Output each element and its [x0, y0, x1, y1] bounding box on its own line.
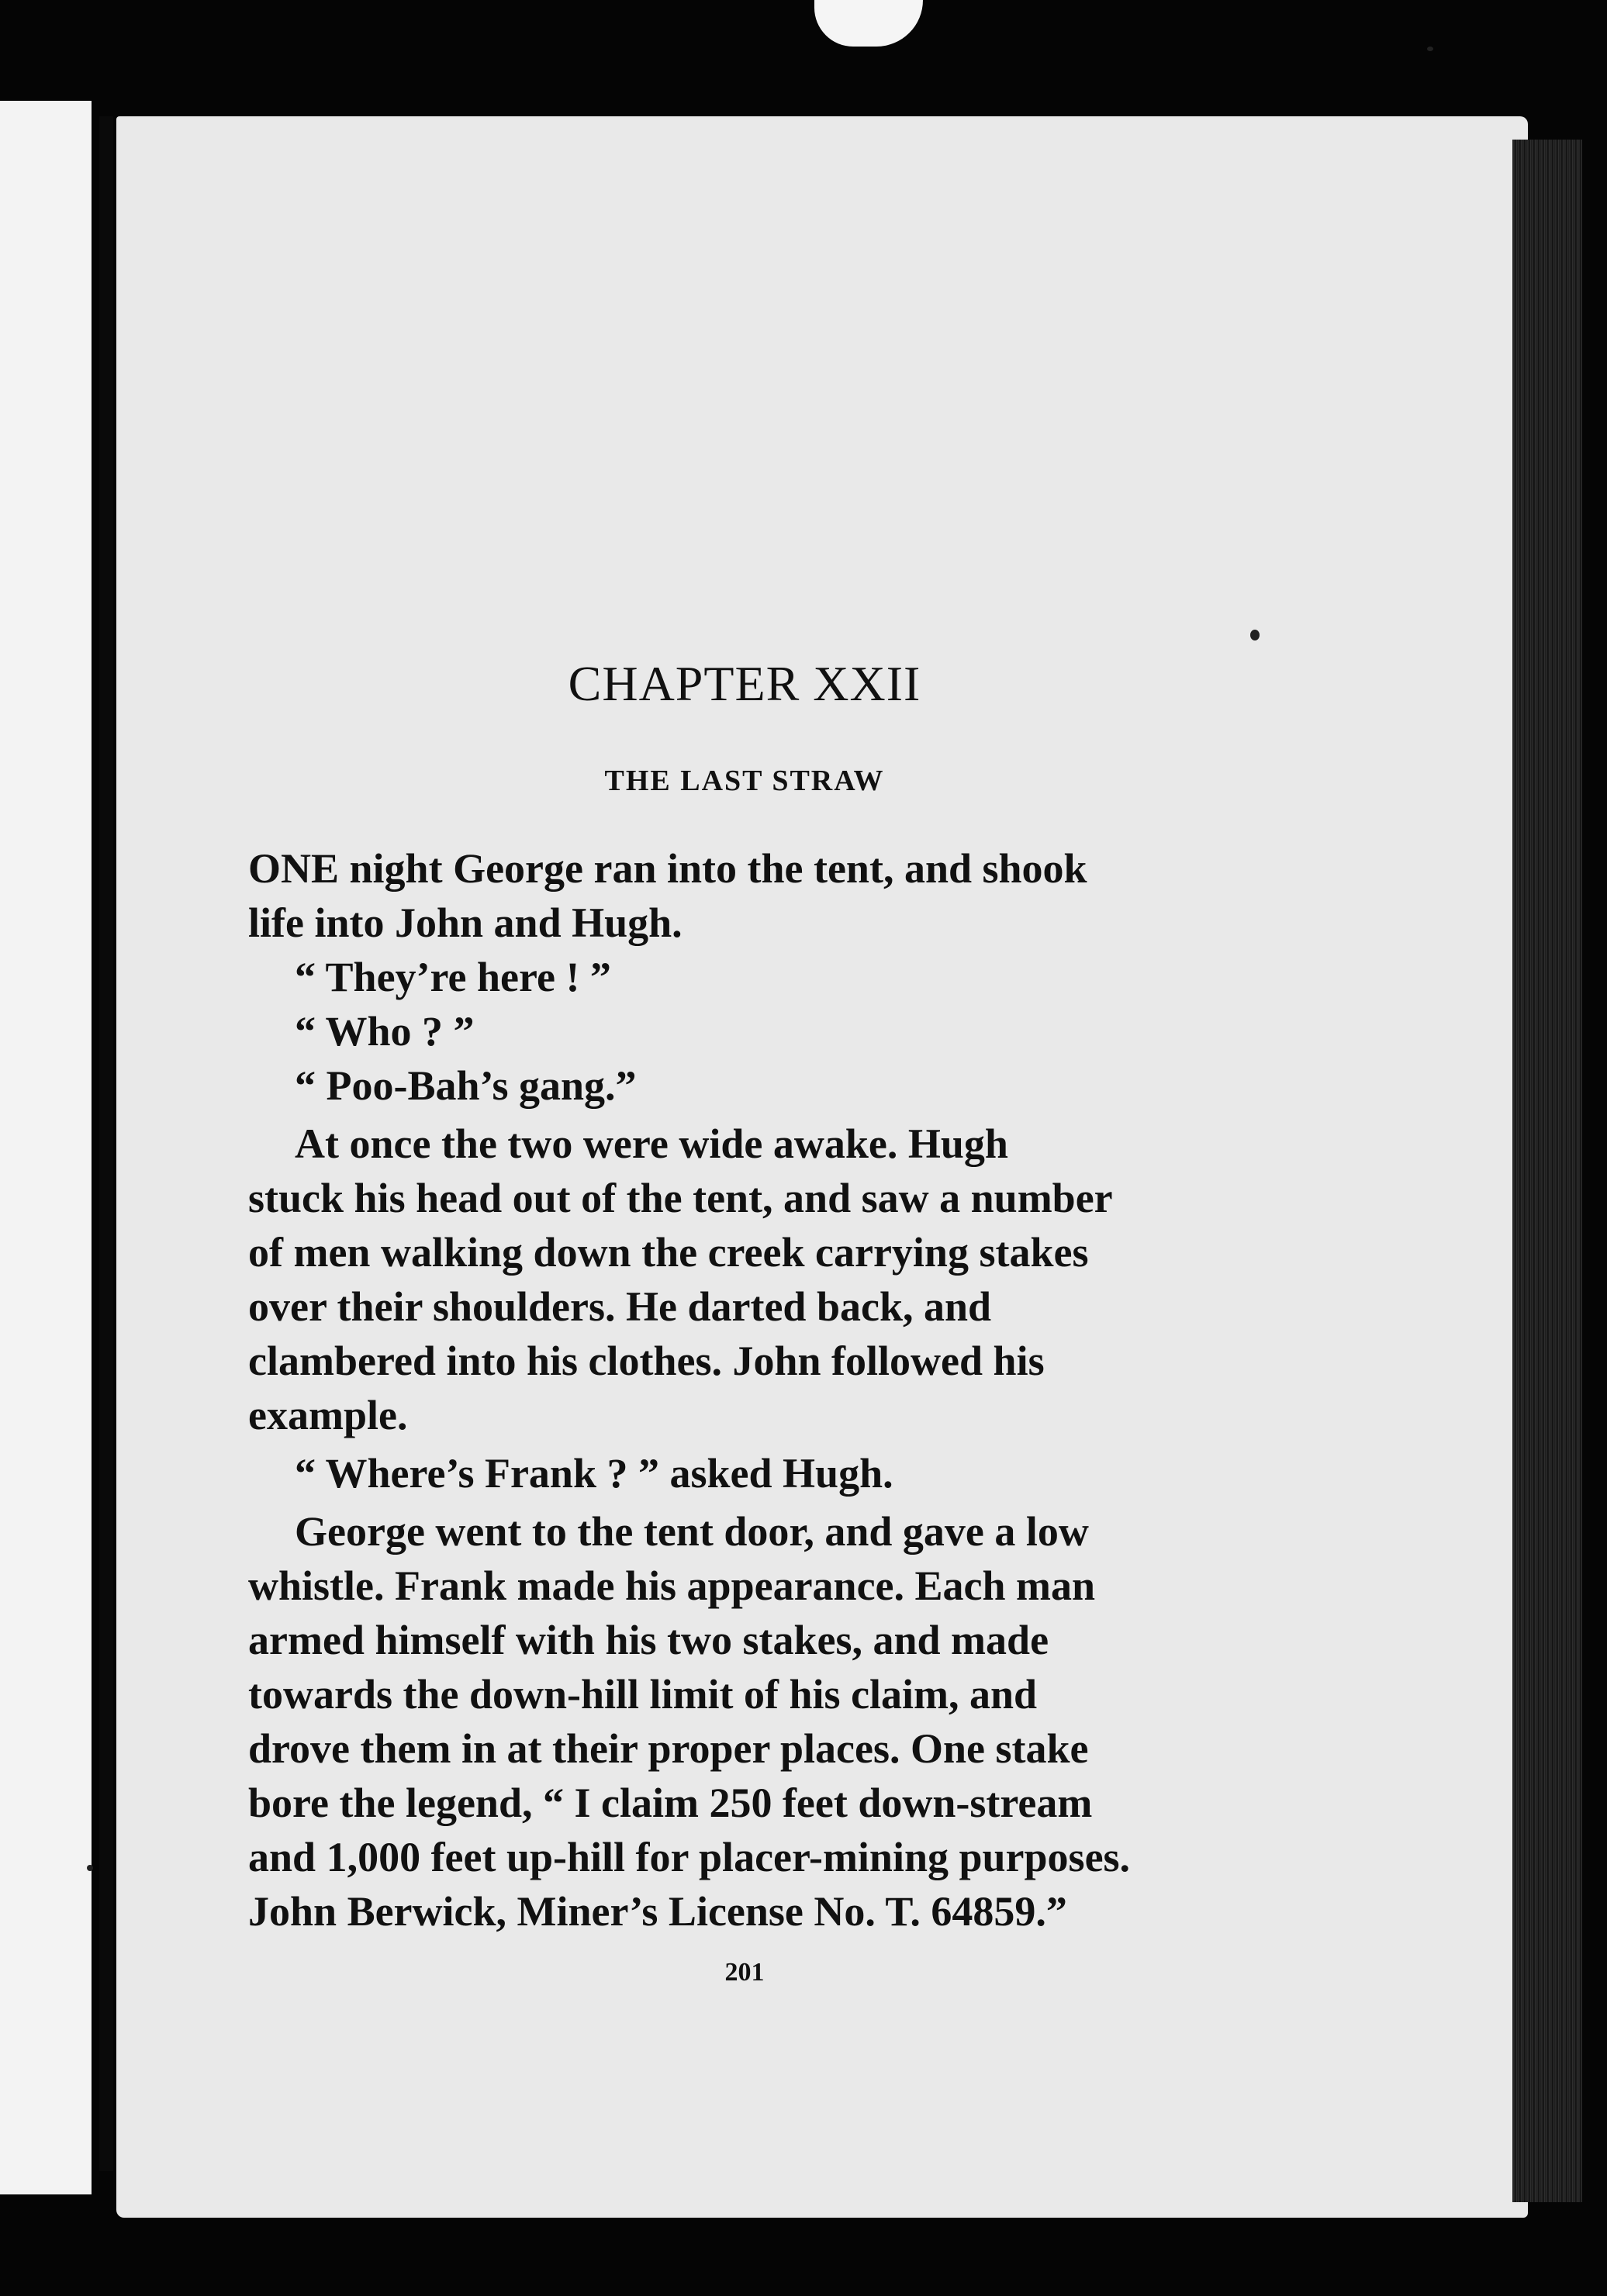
text-line: over their shoulders. He darted back, and [248, 1283, 992, 1330]
text-line: ONE night George ran into the tent, and shook [248, 845, 1087, 892]
text-line: whistle. Frank made his appearance. Each man [248, 1562, 1096, 1609]
ink-speck [87, 1865, 93, 1871]
text-line: “ Poo-Bah’s gang.” [295, 1062, 637, 1109]
ink-speck [1427, 47, 1433, 51]
page-number: 201 [724, 1958, 765, 1987]
text-line: “ They’re here ! ” [295, 954, 611, 1000]
text-line: bore the legend, “ I claim 250 feet down-stream [248, 1780, 1093, 1826]
text-line: armed himself with his two stakes, and made [248, 1617, 1049, 1663]
text-line: clambered into his clothes. John followed his [248, 1338, 1045, 1384]
text-line: towards the down-hill limit of his claim, and [248, 1671, 1038, 1718]
text-line: At once the two were wide awake. Hugh [295, 1120, 1008, 1167]
facing-page-edge [0, 101, 92, 2194]
text-line: George went to the tent door, and gave a low [295, 1508, 1089, 1555]
text-line: drove them in at their proper places. One stake [248, 1725, 1089, 1772]
chapter-title: THE LAST STRAW [604, 765, 885, 797]
binding-gutter [99, 116, 113, 2171]
text-line: John Berwick, Miner’s License No. T. 64859.” [248, 1888, 1067, 1935]
chapter-heading: CHAPTER XXII [568, 656, 921, 711]
text-line: of men walking down the creek carrying stakes [248, 1229, 1089, 1276]
page-stack-edge [1512, 140, 1582, 2202]
text-line: “ Where’s Frank ? ” asked Hugh. [295, 1450, 893, 1497]
text-line: stuck his head out of the tent, and saw a number [248, 1175, 1113, 1221]
text-line: example. [248, 1392, 408, 1438]
text-line: “ Who ? ” [295, 1008, 475, 1055]
text-line: and 1,000 feet up-hill for placer-mining purposes. [248, 1834, 1131, 1880]
ink-speck [1250, 630, 1260, 640]
text-line: life into John and Hugh. [248, 899, 683, 946]
